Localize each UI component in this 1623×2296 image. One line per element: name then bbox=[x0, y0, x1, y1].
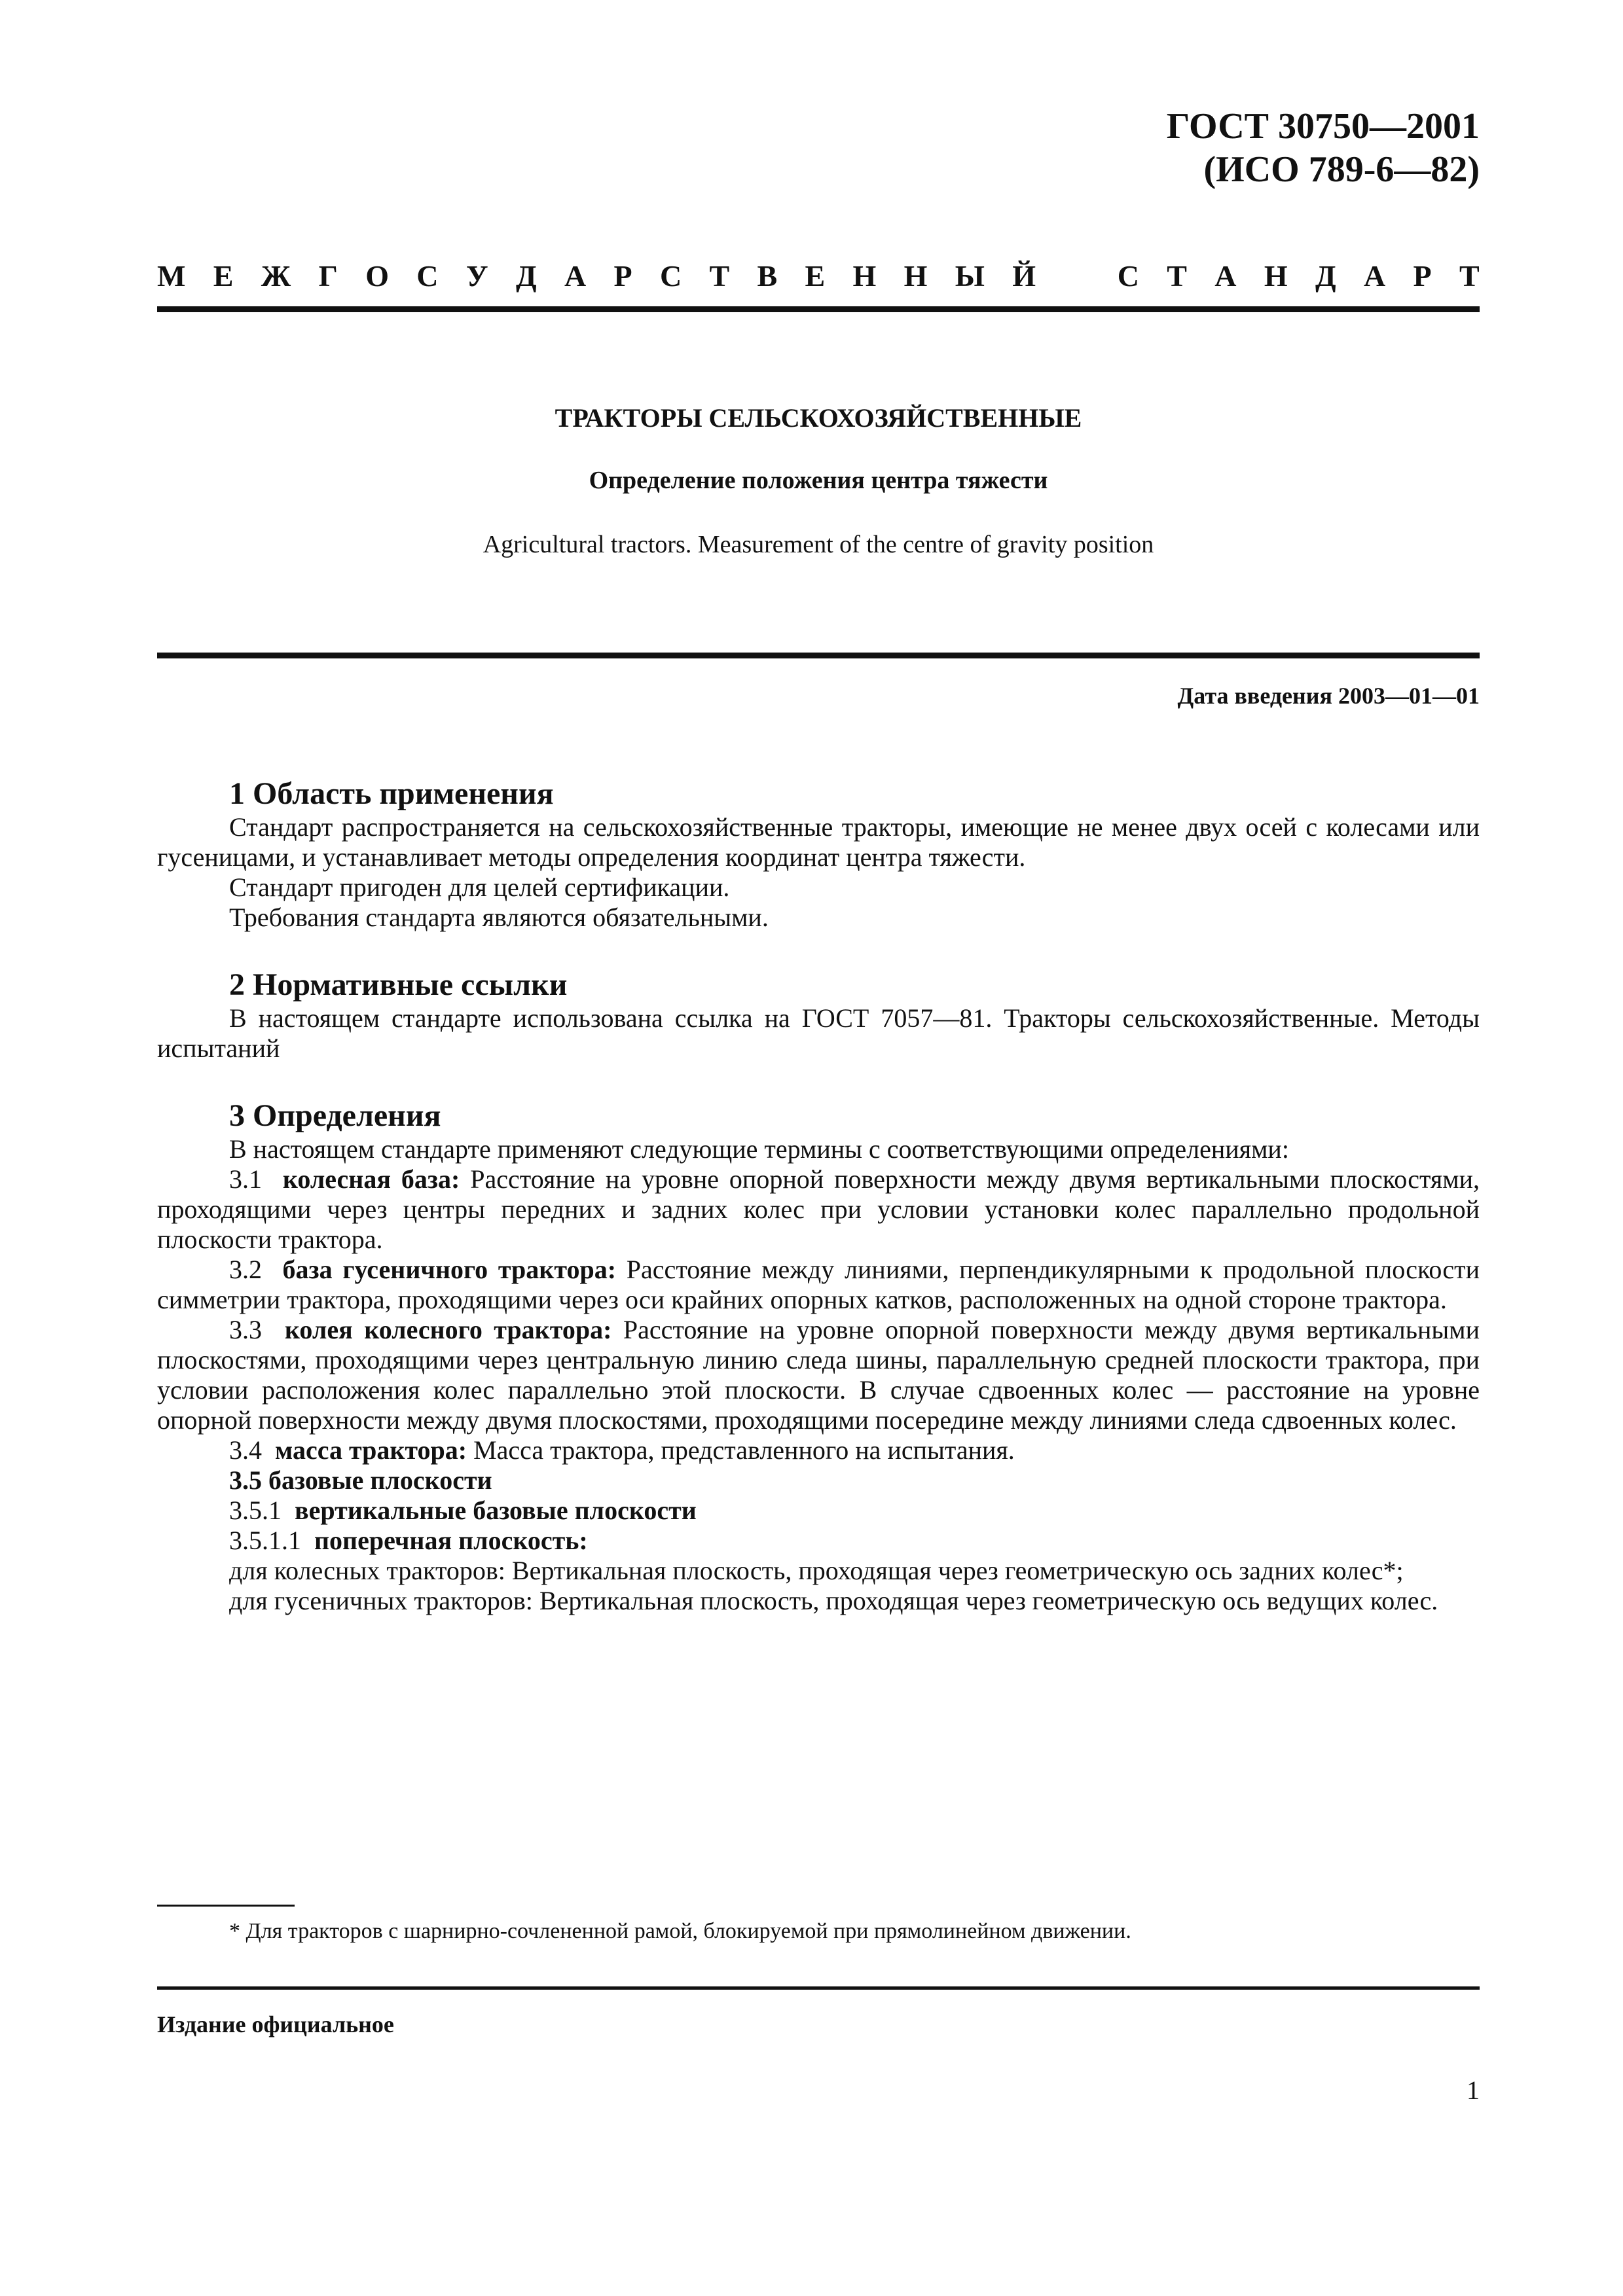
definition-term: вертикальные базовые плоскости bbox=[295, 1496, 697, 1525]
definition-text: Расстояние на уровне опорной поверхности между двумя вертикальными плоскостями, проходящими через центры передних и задних колес при условии установки колес параллельно продольной плоскости трактора. bbox=[157, 1164, 1480, 1254]
section-heading-definitions: 3 Определения bbox=[229, 1098, 441, 1133]
banner-letter: М bbox=[157, 259, 186, 293]
banner-letter: Е bbox=[213, 259, 234, 293]
document-subtitle: Определение положения центра тяжести bbox=[589, 467, 1048, 494]
definition-text: Расстояние на уровне опорной поверхности между двумя вертикальными плоскостями, проходящими через центральную линию следа шины, параллельную средней плоскости трактора, при условии расположения колес параллельно этой плоскости. В случае сдвоенных колес — расстояние на уровне опорной поверхности между двумя плоскостями, проходящими посередине между линиями следа сдвоенных колес. bbox=[157, 1315, 1480, 1435]
definition-term: колея колесного трактора: bbox=[284, 1315, 612, 1344]
banner-letter: О bbox=[365, 259, 389, 293]
banner-letter: С bbox=[659, 259, 682, 293]
document-title: ТРАКТОРЫ СЕЛЬСКОХОЗЯЙСТВЕННЫЕ bbox=[555, 403, 1082, 433]
banner-letter: Т bbox=[709, 259, 730, 293]
banner-letter: А bbox=[1214, 259, 1237, 293]
banner-letter: Ы bbox=[955, 259, 985, 293]
definition-base-planes: 3.5 базовые плоскости bbox=[229, 1465, 492, 1495]
definition-text: Расстояние между линиями, перпендикулярными к продольной плоскости симметрии трактора, проходящими через оси крайних опорных катков, расположенных на одной стороне трактора. bbox=[157, 1255, 1480, 1314]
banner-letter: Н bbox=[1264, 259, 1288, 293]
definition-transverse-plane bbox=[157, 1526, 1480, 1556]
banner-letter: Н bbox=[852, 259, 877, 293]
banner-letter: Д bbox=[1315, 259, 1336, 293]
section-heading-references: 2 Нормативные ссылки bbox=[229, 967, 568, 1002]
banner-letter: С bbox=[416, 259, 439, 293]
page-number: 1 bbox=[1467, 2075, 1480, 2105]
document-title-english: Agricultural tractors. Measurement of the centre of gravity position bbox=[483, 531, 1154, 558]
scope-mandatory: Требования стандарта являются обязательными. bbox=[229, 903, 769, 932]
banner-letter: Й bbox=[1012, 259, 1036, 293]
banner-word-gap bbox=[1063, 259, 1089, 293]
banner-letter: Н bbox=[903, 259, 928, 293]
definition-number: 3.2 bbox=[229, 1255, 262, 1284]
definition-wheeled-tractors: для колесных тракторов: Вертикальная плоскость, проходящая через геометрическую ось задних колес*; bbox=[229, 1556, 1404, 1585]
footnote-separator bbox=[157, 1905, 295, 1907]
definition-term: поперечная плоскость: bbox=[314, 1526, 588, 1555]
references-paragraph: В настоящем стандарте использована ссылка на ГОСТ 7057—81. Тракторы сельскохозяйственные. Методы испытаний bbox=[157, 1003, 1480, 1063]
definition-number: 3.4 bbox=[229, 1435, 262, 1465]
definition-track-base bbox=[157, 1255, 1480, 1315]
banner-letter: Д bbox=[515, 259, 537, 293]
definition-number: 3.5.1.1 bbox=[229, 1526, 301, 1555]
banner-letter: Р bbox=[1413, 259, 1432, 293]
definition-tractor-mass bbox=[157, 1435, 1480, 1465]
banner-letter: А bbox=[564, 259, 587, 293]
definition-vertical-planes bbox=[157, 1496, 1480, 1526]
definition-wheelbase bbox=[157, 1164, 1480, 1255]
definition-wheel-track bbox=[157, 1315, 1480, 1435]
definition-term: база гусеничного трактора: bbox=[282, 1255, 617, 1284]
definition-term: колесная база: bbox=[282, 1164, 460, 1194]
footer-rule bbox=[157, 1986, 1480, 1990]
banner-letter: Т bbox=[1459, 259, 1480, 293]
footnote: * Для тракторов с шарнирно-сочлененной рамой, блокируемой при прямолинейном движении. bbox=[229, 1919, 1131, 1943]
standard-code-iso: (ИСО 789-6—82) bbox=[1203, 149, 1480, 190]
definition-number: 3.5.1 bbox=[229, 1496, 282, 1525]
official-edition-label: Издание официальное bbox=[157, 2011, 394, 2037]
banner-letter: Г bbox=[318, 259, 338, 293]
banner-letter: С bbox=[1117, 259, 1139, 293]
title-rule bbox=[157, 653, 1480, 658]
banner-letter: Е bbox=[805, 259, 826, 293]
definition-number: 3.3 bbox=[229, 1315, 262, 1344]
definitions-intro: В настоящем стандарте применяют следующие термины с соответствующими определениями: bbox=[229, 1134, 1289, 1164]
definition-text: Масса трактора, представленного на испытания. bbox=[467, 1435, 1015, 1465]
banner-letter: Ж bbox=[261, 259, 291, 293]
header-rule bbox=[157, 306, 1480, 312]
scope-paragraph: Стандарт распространяется на сельскохозяйственные тракторы, имеющие не менее двух осей с колесами или гусеницами, и устанавливает методы определения координат центра тяжести. bbox=[157, 812, 1480, 872]
document-body bbox=[157, 776, 1480, 1616]
definition-term: масса трактора: bbox=[275, 1435, 467, 1465]
interstate-standard-banner bbox=[157, 259, 1480, 293]
standard-code bbox=[1167, 105, 1480, 191]
banner-letter: Р bbox=[613, 259, 632, 293]
standard-code-gost: ГОСТ 30750—2001 bbox=[1166, 106, 1480, 147]
banner-letter: В bbox=[757, 259, 778, 293]
banner-letter: У bbox=[465, 259, 488, 293]
document-page bbox=[157, 0, 1480, 2296]
definition-number: 3.1 bbox=[229, 1164, 262, 1194]
banner-letter: Т bbox=[1167, 259, 1187, 293]
section-heading-scope: 1 Область применения bbox=[229, 776, 554, 811]
banner-letter: А bbox=[1363, 259, 1386, 293]
scope-certification: Стандарт пригоден для целей сертификации. bbox=[229, 872, 730, 902]
introduction-date: Дата введения 2003—01—01 bbox=[1177, 683, 1480, 709]
definition-tracked-tractors: для гусеничных тракторов: Вертикальная плоскость, проходящая через геометрическую ось ведущих колес. bbox=[229, 1586, 1438, 1615]
